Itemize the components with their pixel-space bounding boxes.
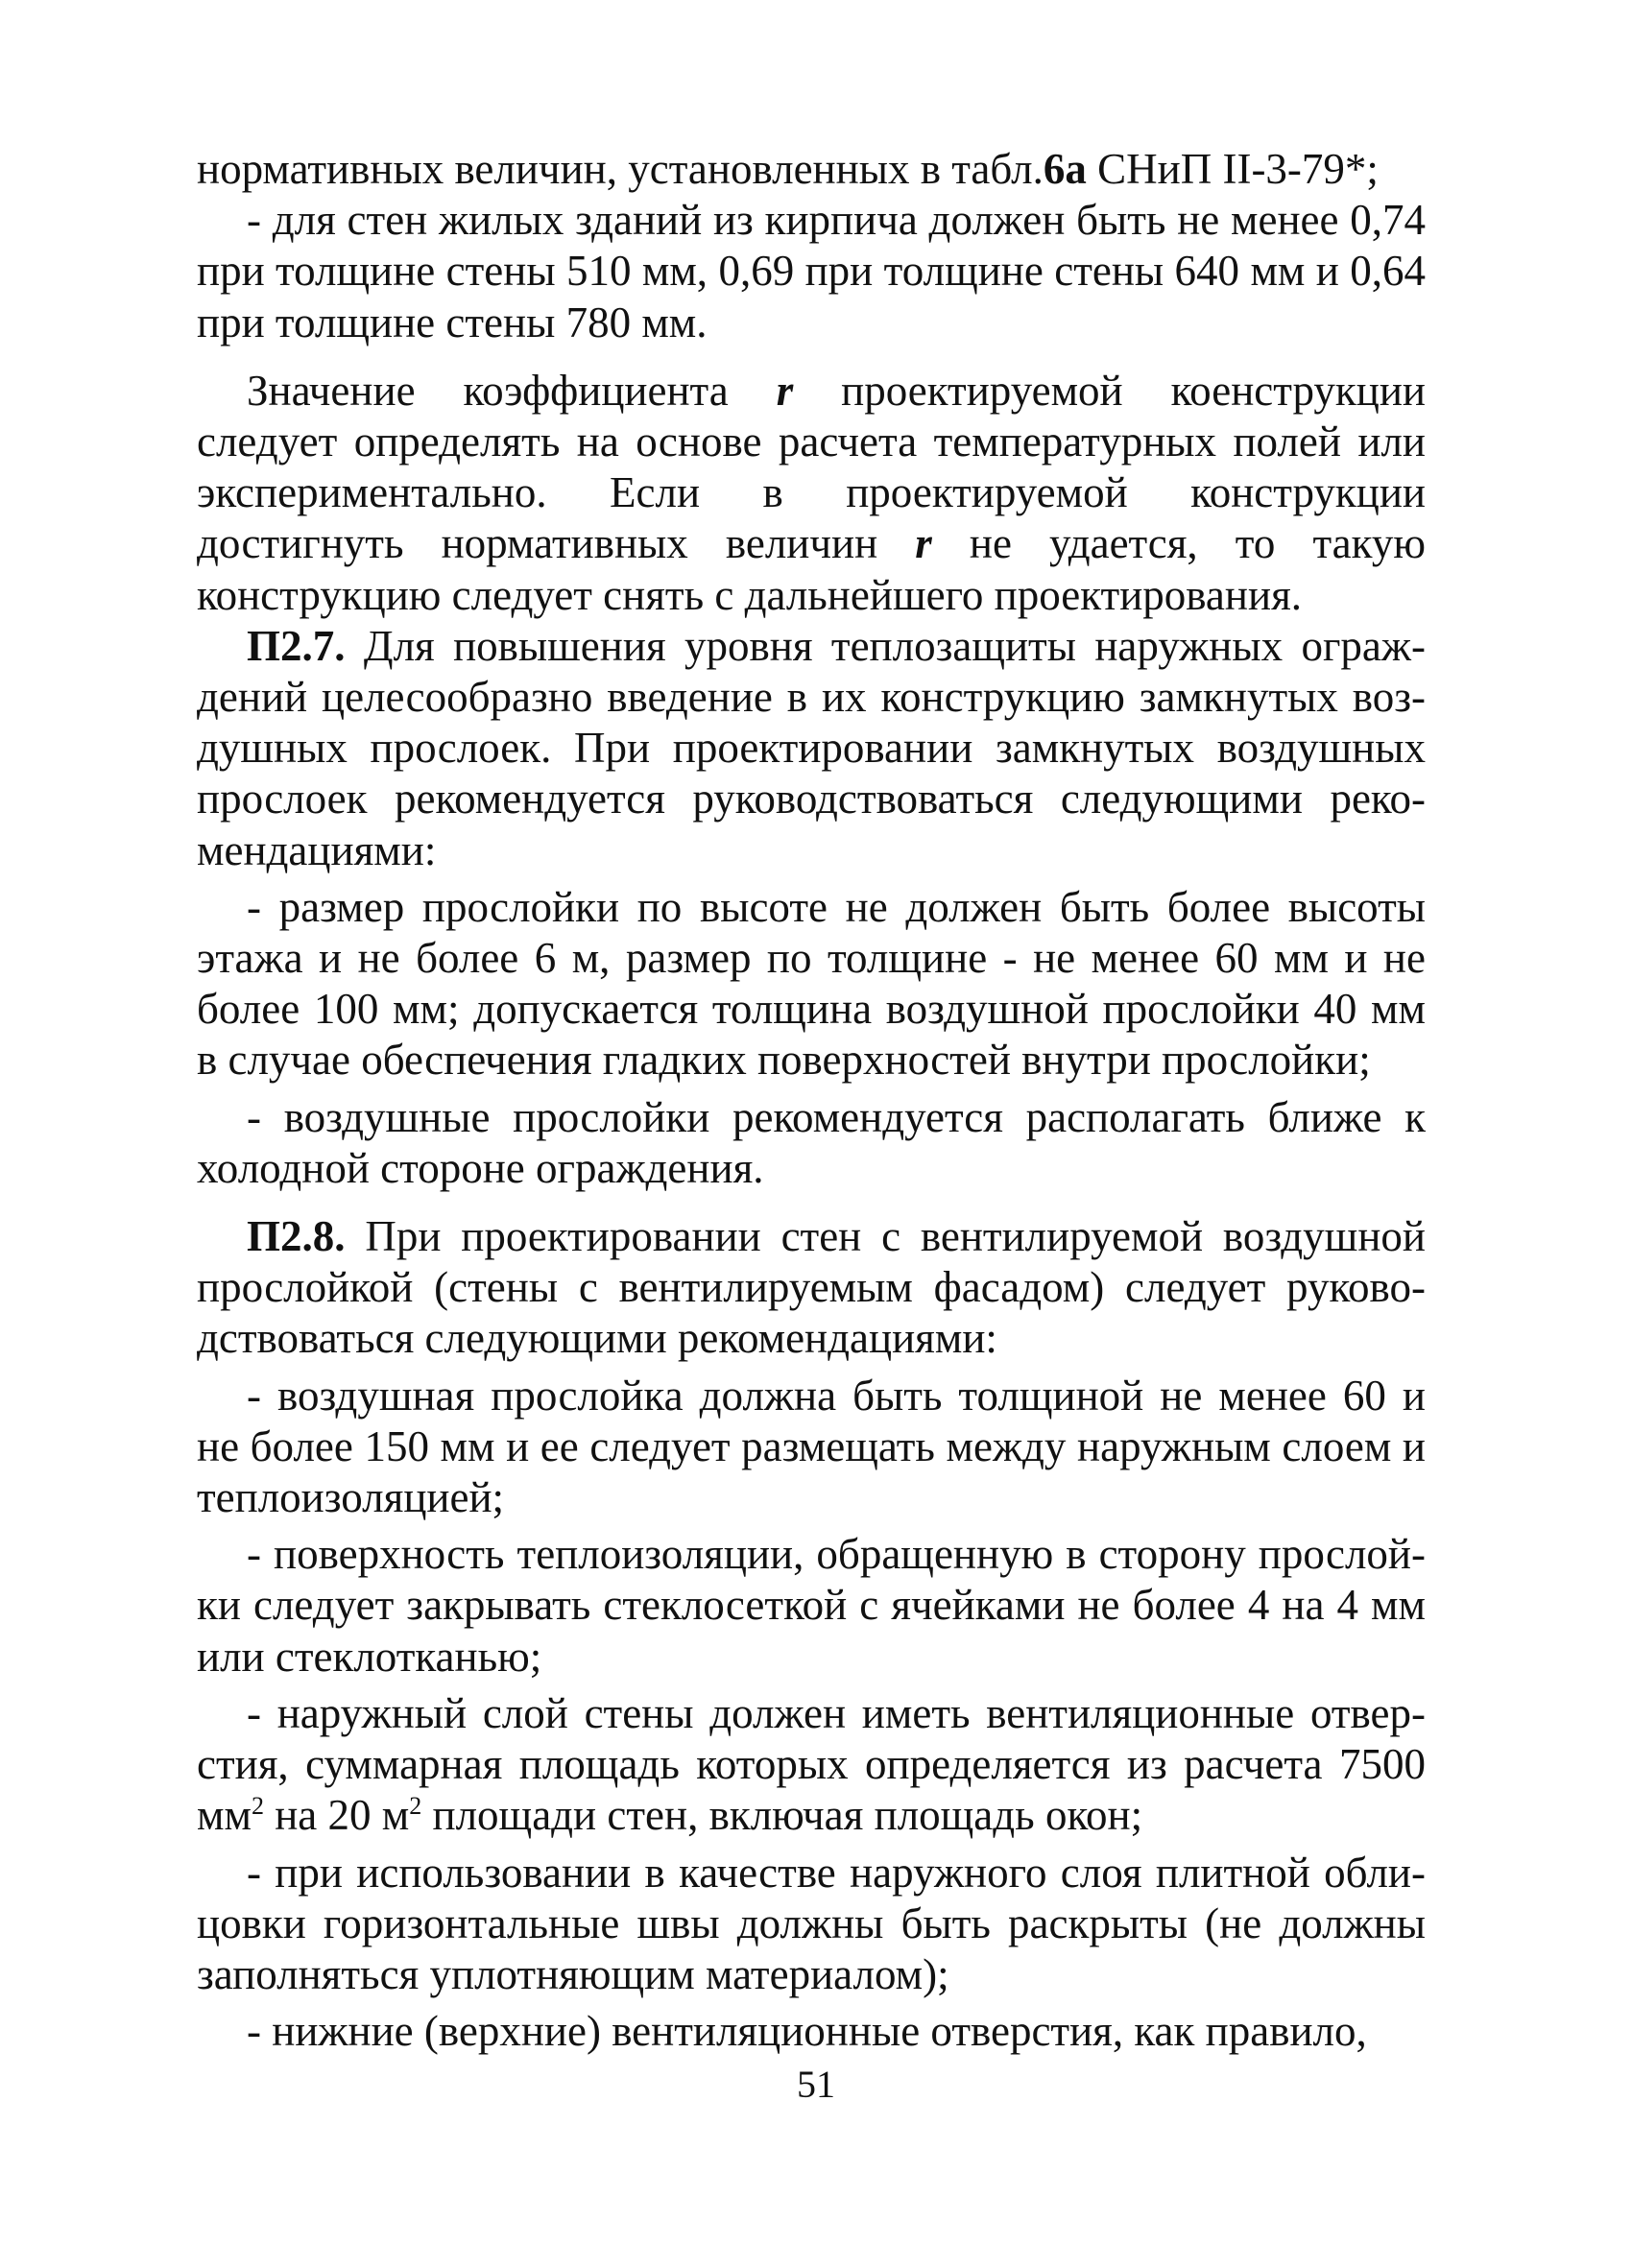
page-number: 51: [797, 2063, 835, 2106]
list-item-text: - воздушные прослойки рекомендуется располагать ближе к холодной стороне ограждения.: [197, 1092, 1426, 1192]
paragraph-continuation: [197, 144, 1426, 195]
variable-symbol: r: [915, 519, 932, 568]
table-reference: 6а: [1043, 145, 1087, 193]
list-item-text: - при использовании в качестве наружного слоя плитной облицовки горизонтальные швы должны быть раскрыты (не должны заполняться уплотняющим материалом);: [197, 1848, 1426, 1998]
text-run: на 20 м: [263, 1791, 410, 1840]
section-paragraph: [197, 621, 1426, 876]
text-run: - наружный слой стены должен иметь вентиляционные отверстия, суммарная площадь которых определяется из расчета 7500 мм: [197, 1688, 1426, 1840]
list-item: [197, 1371, 1426, 1524]
text-run: не удается, то такую конструкцию следует снять с дальнейшего проектирования.: [197, 519, 1426, 619]
section-label: П2.7.: [247, 621, 346, 670]
list-item-text: - поверхность теплоизоляции, обращенную в сторону прослойки следует закрывать стеклосеткой с ячейками не более 4 на 4 мм или стеклотканью;: [197, 1530, 1426, 1681]
list-item-text: - нижние (верхние) вентиляционные отверстия, как правило,: [247, 2007, 1367, 2056]
variable-symbol: r: [776, 366, 794, 415]
list-item: [197, 2006, 1426, 2057]
text-run: Значение коэффициента: [247, 366, 777, 415]
paragraph: [197, 366, 1426, 621]
text-run: площади стен, включая площадь окон;: [421, 1791, 1143, 1840]
list-item-text: - для стен жилых зданий из кирпича должен быть не менее 0,74 при толщине стены 510 мм, 0,69 при толщине стены 640 мм и 0,64 при толщине стены 780 мм.: [197, 196, 1426, 346]
list-item: [197, 1529, 1426, 1683]
list-item: [197, 1092, 1426, 1194]
list-item-text: - воздушная прослойка должна быть толщиной не менее 60 и не более 150 мм и ее следует размещать между наружным слоем и теплоизоляцией;: [197, 1371, 1426, 1522]
page-body: [197, 144, 1426, 2057]
list-item: [197, 1688, 1426, 1842]
list-item: [197, 1848, 1426, 2001]
text-run: проектируемой коенструкции следует определять на основе расчета температурных полей или экспериментально. Если в проектируемой конструкции достигнуть нормативных величин: [197, 366, 1426, 568]
section-text: Для повышения уровня теплозащиты наружных ограждений целесообразно введение в их конструкцию замкнутых воздушных прослоек. При проектировании замкнутых воздушных прослоек рекомендуется руководствоваться следующими рекомендациями:: [197, 621, 1426, 874]
list-item-text: - размер прослойки по высоте не должен быть более высоты этажа и не более 6 м, размер по толщине - не менее 60 мм и не более 100 мм; допускается толщина воздушной прослойки 40 мм в случае обеспечения гладких поверхностей внутри прослойки;: [197, 882, 1426, 1085]
list-item: [197, 195, 1426, 348]
section-paragraph: [197, 1211, 1426, 1365]
superscript: 2: [251, 1792, 264, 1821]
section-text: При проектировании стен с вентилируемой воздушной прослойкой (стены с вентилируемым фасадом) следует руководствоваться следующими рекомендациями:: [197, 1212, 1426, 1363]
superscript: 2: [409, 1792, 422, 1821]
list-item: [197, 882, 1426, 1086]
text-run: нормативных величин, установленных в табл.: [197, 145, 1044, 193]
text-run: СНиП II-3-79*;: [1086, 145, 1379, 193]
section-label: П2.8.: [247, 1212, 346, 1261]
